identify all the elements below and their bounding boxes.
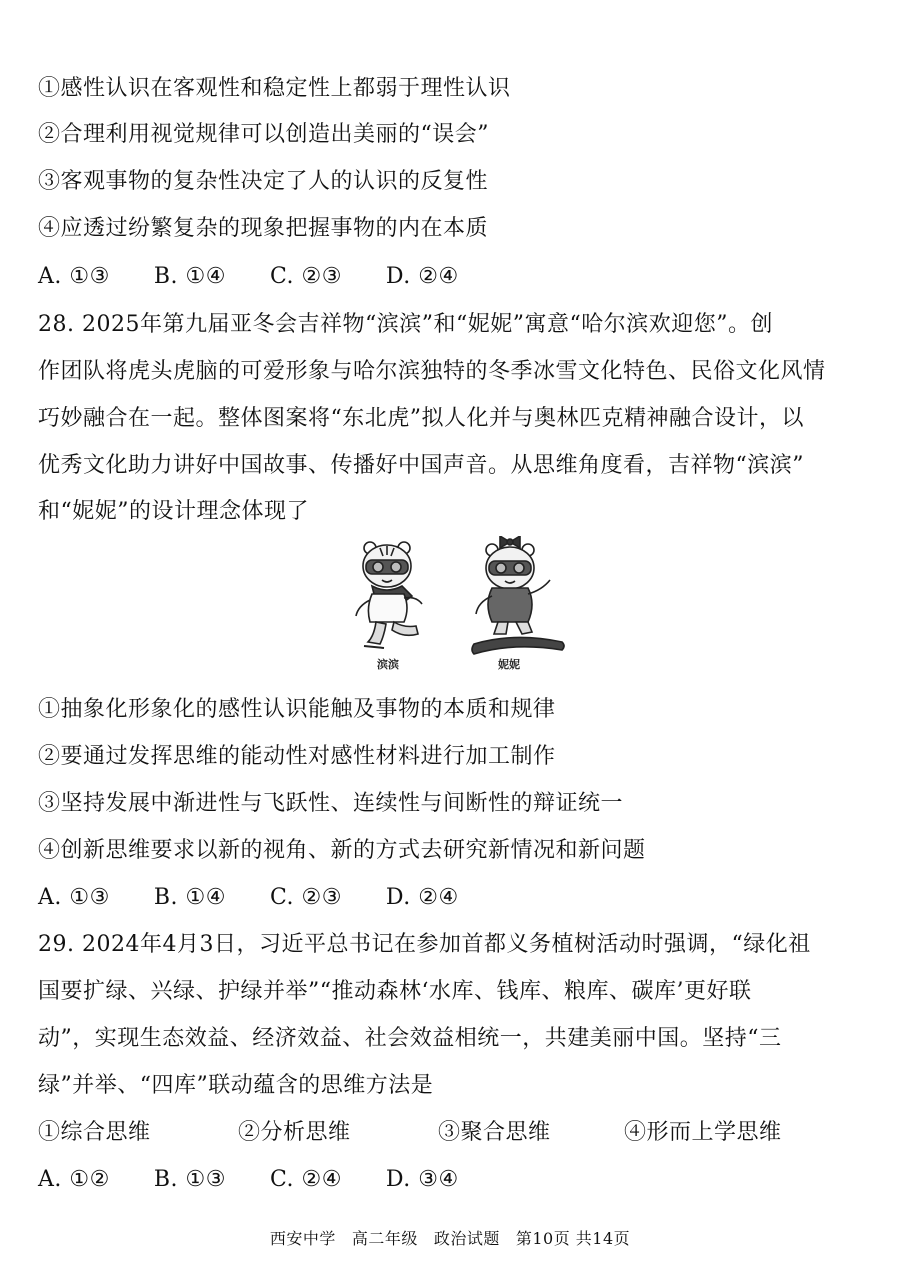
q28-stem-line-1: 28. 2025年第九届亚冬会吉祥物“滨滨”和“妮妮”寓意“哈尔滨欢迎您”。创 <box>38 312 773 337</box>
q29-stem-line-3: 动”，实现生态效益、经济效益、社会效益相统一，共建美丽中国。坚持“三 <box>38 1026 782 1051</box>
q28-statement-3: ③坚持发展中渐进性与飞跃性、连续性与间断性的辩证统一 <box>38 791 624 816</box>
q27-choice-d[interactable]: D. ②④ <box>385 264 459 289</box>
q29-option-3: ③聚合思维 <box>438 1120 551 1145</box>
q29-stem-line-1: 29. 2024年4月3日，习近平总书记在参加首都义务植树活动时强调，“绿化祖 <box>38 932 811 957</box>
q27-choice-b[interactable]: B. ①④ <box>153 264 226 289</box>
mascot-figure <box>342 536 578 676</box>
q29-choice-c[interactable]: C. ②④ <box>269 1167 342 1192</box>
q29-option-1: ①综合思维 <box>38 1120 151 1145</box>
q27-choice-c[interactable]: C. ②③ <box>269 264 342 289</box>
q29-stem-line-2: 国要扩绿、兴绿、护绿并举”“推动森林‘水库、钱库、粮库、碳库’更好联 <box>38 979 752 1004</box>
q28-statement-1: ①抽象化形象化的感性认识能触及事物的本质和规律 <box>38 697 556 722</box>
q29-choices <box>38 1165 868 1195</box>
q28-choices <box>38 883 868 913</box>
q29-option-2: ②分析思维 <box>238 1120 351 1145</box>
nini-caption: 妮妮 <box>498 658 520 671</box>
q29-choice-a[interactable]: A. ①② <box>38 1167 110 1192</box>
q28-choice-d[interactable]: D. ②④ <box>385 885 459 910</box>
q27-statement-1: ①感性认识在客观性和稳定性上都弱于理性认识 <box>38 76 511 101</box>
footer-subject: 政治试题 <box>433 1229 500 1248</box>
footer-page-number: 第10页 共14页 <box>515 1229 631 1248</box>
q28-choice-a[interactable]: A. ①③ <box>38 885 110 910</box>
mascot-illustration <box>342 536 578 676</box>
q29-options <box>38 1118 868 1148</box>
q28-statement-2: ②要通过发挥思维的能动性对感性材料进行加工制作 <box>38 744 556 769</box>
q27-choice-a[interactable]: A. ①③ <box>38 264 110 289</box>
binbin-caption: 滨滨 <box>377 658 399 671</box>
q27-statement-2: ②合理利用视觉规律可以创造出美丽的“误会” <box>38 122 489 147</box>
binbin-mascot <box>356 542 422 648</box>
page-footer <box>0 1226 900 1249</box>
q27-choices <box>38 262 868 292</box>
q27-statement-4: ④应透过纷繁复杂的现象把握事物的内在本质 <box>38 216 489 241</box>
q28-stem-line-2: 作团队将虎头虎脑的可爱形象与哈尔滨独特的冬季冰雪文化特色、民俗文化风情 <box>38 359 826 384</box>
q28-statement-4: ④创新思维要求以新的视角、新的方式去研究新情况和新问题 <box>38 838 646 863</box>
q28-choice-c[interactable]: C. ②③ <box>269 885 342 910</box>
q28-choice-b[interactable]: B. ①④ <box>153 885 226 910</box>
q28-stem-line-3: 巧妙融合在一起。整体图案将“东北虎”拟人化并与奥林匹克精神融合设计，以 <box>38 406 804 431</box>
q27-statement-3: ③客观事物的复杂性决定了人的认识的反复性 <box>38 169 489 194</box>
q29-choice-b[interactable]: B. ①③ <box>153 1167 226 1192</box>
q29-option-4: ④形而上学思维 <box>624 1120 782 1145</box>
footer-grade: 高二年级 <box>351 1229 418 1248</box>
q29-stem-line-4: 绿”并举、“四库”联动蕴含的思维方法是 <box>38 1073 434 1098</box>
nini-mascot <box>472 536 564 654</box>
q28-stem-line-4: 优秀文化助力讲好中国故事、传播好中国声音。从思维角度看，吉祥物“滨滨” <box>38 453 804 478</box>
q28-stem-line-5: 和“妮妮”的设计理念体现了 <box>38 499 309 524</box>
q29-choice-d[interactable]: D. ③④ <box>385 1167 459 1192</box>
footer-school: 西安中学 <box>269 1229 336 1248</box>
